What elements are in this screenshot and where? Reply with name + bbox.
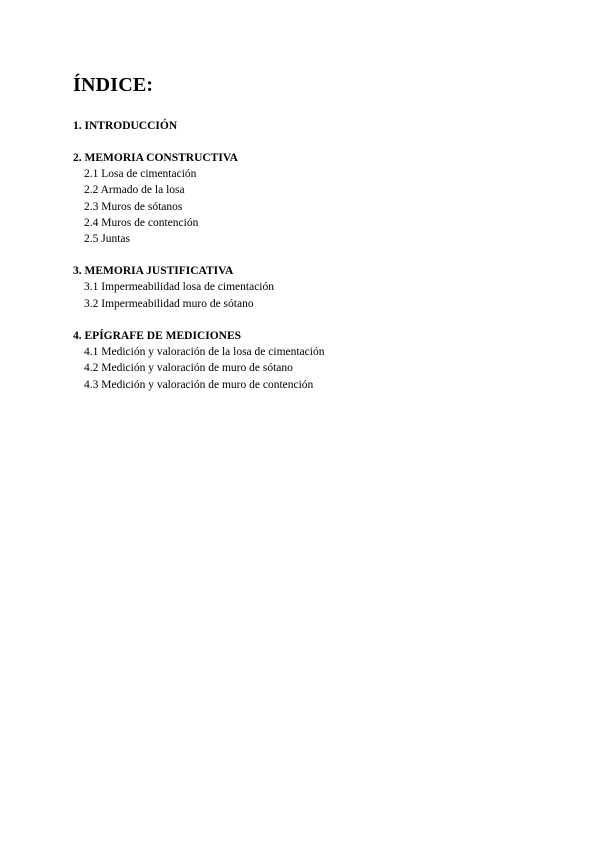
toc-section-heading: 2. MEMORIA CONSTRUCTIVA [73,152,238,164]
toc-section [73,328,573,393]
toc-sub-item: 4.1 Medición y valoración de la losa de cimentación [84,346,325,359]
toc-section [73,263,573,312]
toc-sub-item: 2.3 Muros de sótanos [84,200,183,213]
toc-sub-item: 2.1 Losa de cimentación [84,168,197,180]
toc-sub-item: 2.4 Muros de contención [84,216,199,229]
toc-sub-item: 2.2 Armado de la losa [84,184,185,197]
toc-section-heading: 3. MEMORIA JUSTIFICATIVA [73,265,234,278]
table-of-contents [73,118,573,409]
toc-sub-item: 4.2 Medición y valoración de muro de sótano [84,362,293,375]
toc-sub-item: 4.3 Medición y valoración de muro de contención [84,378,314,391]
toc-sub-item: 2.5 Juntas [84,233,130,246]
toc-section-heading: 4. EPÍGRAFE DE MEDICIONES [73,330,242,343]
toc-section [73,118,573,134]
toc-sub-item: 3.1 Impermeabilidad losa de cimentación [84,281,275,294]
toc-section-heading: 1. INTRODUCCIÓN [73,120,178,132]
toc-sub-item: 3.2 Impermeabilidad muro de sótano [84,297,254,310]
page-title: ÍNDICE: [73,74,154,96]
toc-section [73,150,573,247]
